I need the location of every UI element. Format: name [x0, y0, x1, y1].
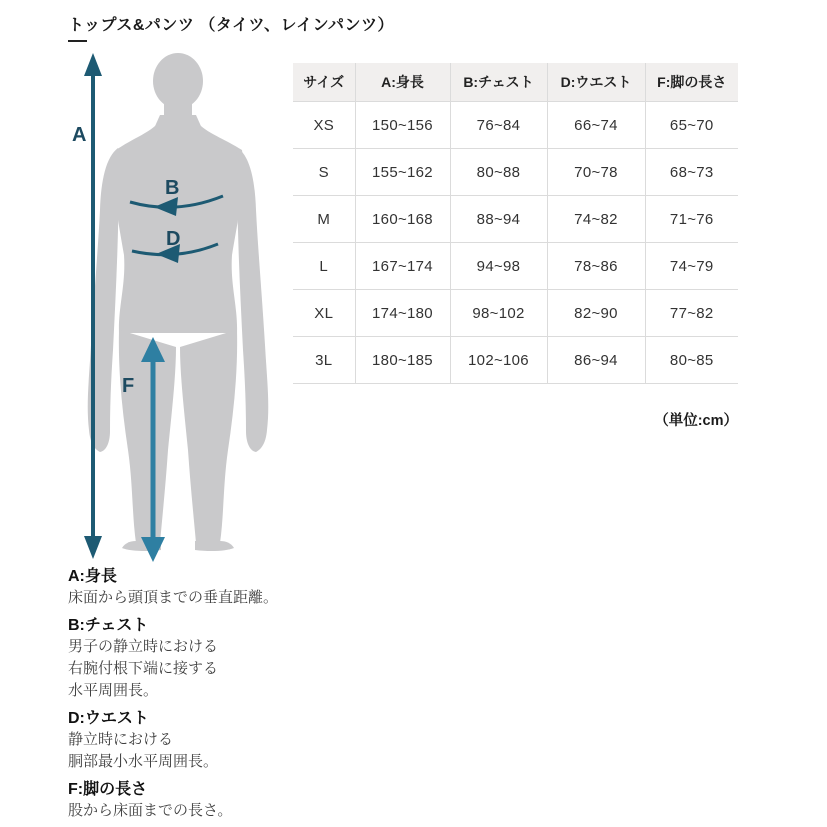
range-cell: 167~174: [355, 243, 450, 290]
range-cell: 160~168: [355, 196, 450, 243]
col-header-chest: B:チェスト: [450, 63, 547, 102]
range-cell: 76~84: [450, 102, 547, 149]
size-table-body: [293, 102, 738, 384]
label-B: B: [165, 177, 180, 199]
size-cell: S: [293, 149, 355, 196]
range-cell: 150~156: [355, 102, 450, 149]
table-row: [293, 337, 738, 384]
guide-heading: F:脚の長さ: [68, 781, 148, 798]
range-cell: 70~78: [547, 149, 645, 196]
guide-heading: A:身長: [68, 568, 117, 585]
guide-text-line: 右腕付根下端に接する: [68, 660, 219, 677]
body-silhouette-diagram-icon: [60, 45, 290, 575]
range-cell: 74~79: [645, 243, 738, 290]
body-silhouette-icon: [88, 53, 269, 551]
guide-text-line: 水平周囲長。: [68, 682, 159, 699]
range-cell: 82~90: [547, 290, 645, 337]
range-cell: 66~74: [547, 102, 645, 149]
guide-text-line: 男子の静立時における: [68, 638, 219, 655]
table-row: [293, 196, 738, 243]
range-cell: 102~106: [450, 337, 547, 384]
size-cell: M: [293, 196, 355, 243]
size-cell: 3L: [293, 337, 355, 384]
range-cell: 68~73: [645, 149, 738, 196]
range-cell: 174~180: [355, 290, 450, 337]
label-F: F: [122, 375, 135, 397]
range-cell: 78~86: [547, 243, 645, 290]
range-cell: 80~85: [645, 337, 738, 384]
size-cell: XL: [293, 290, 355, 337]
table-row: [293, 149, 738, 196]
col-header-waist: D:ウエスト: [547, 63, 645, 102]
title-underline-dash: [68, 40, 87, 42]
size-cell: XS: [293, 102, 355, 149]
range-cell: 98~102: [450, 290, 547, 337]
table-row: [293, 243, 738, 290]
guide-heading: B:チェスト: [68, 617, 149, 634]
guide-text-line: 股から床面までの長さ。: [68, 802, 233, 819]
guide-text-line: 静立時における: [68, 731, 174, 748]
unit-note: （単位:cm）: [654, 413, 738, 429]
label-D: D: [166, 228, 181, 250]
col-header-size: サイズ: [293, 63, 355, 102]
guide-text-line: 床面から頭頂までの垂直距離。: [68, 589, 279, 606]
col-header-height: A:身長: [355, 63, 450, 102]
guide-heading: D:ウエスト: [68, 710, 149, 727]
range-cell: 94~98: [450, 243, 547, 290]
range-cell: 86~94: [547, 337, 645, 384]
range-cell: 80~88: [450, 149, 547, 196]
range-cell: 180~185: [355, 337, 450, 384]
measurement-guide: [68, 566, 398, 822]
range-cell: 155~162: [355, 149, 450, 196]
size-table-header-row: [293, 63, 738, 102]
page-title: トップス&パンツ （タイツ、レインパンツ）: [68, 17, 395, 34]
measurement-figure: [60, 45, 290, 575]
size-table: [293, 63, 738, 384]
col-header-leg-length: F:脚の長さ: [645, 63, 738, 102]
table-row: [293, 290, 738, 337]
range-cell: 71~76: [645, 196, 738, 243]
size-cell: L: [293, 243, 355, 290]
range-cell: 65~70: [645, 102, 738, 149]
range-cell: 88~94: [450, 196, 547, 243]
range-cell: 74~82: [547, 196, 645, 243]
table-row: [293, 102, 738, 149]
guide-text-line: 胴部最小水平周囲長。: [68, 753, 219, 770]
range-cell: 77~82: [645, 290, 738, 337]
label-A: A: [72, 124, 87, 146]
